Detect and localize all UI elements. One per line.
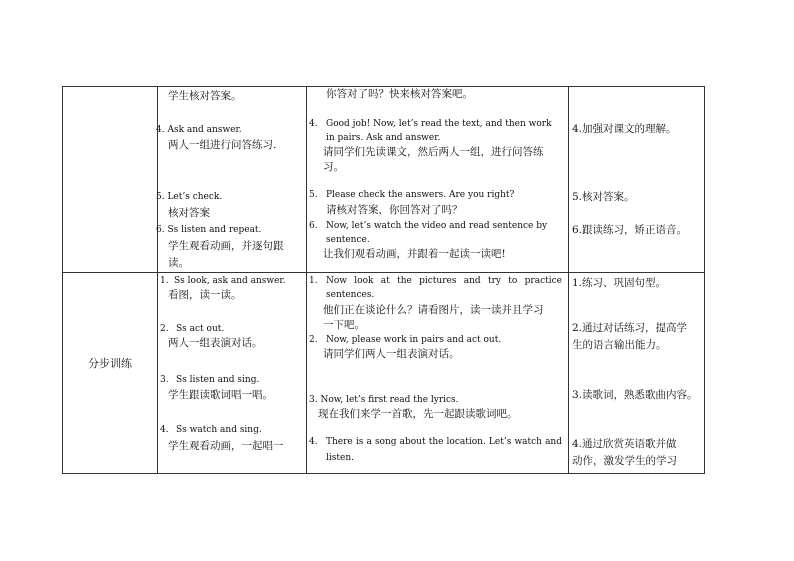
purpose-cell: [569, 87, 705, 273]
purpose-text: 1.练习、巩固句型。: [572, 277, 667, 289]
teacher-text: 5.: [309, 190, 318, 200]
student-text: 4. Ask and answer.: [156, 125, 242, 135]
student-activity-cell: [158, 87, 307, 273]
purpose-cell: [569, 273, 705, 474]
purpose-text: 生的语言输出能力。: [572, 339, 667, 351]
stage-label: 分步训练: [88, 357, 132, 370]
teacher-text: 3. Now, let’s first read the lyrics.: [309, 395, 459, 405]
purpose-text: 动作，激发学生的学习: [572, 455, 677, 467]
teacher-text: in pairs. Ask and answer.: [326, 133, 441, 143]
purpose-text: 5.核对答案。: [572, 191, 635, 203]
student-text: 6. Ss listen and repeat.: [156, 225, 262, 235]
student-text: Ss act out.: [176, 324, 225, 334]
student-text: 读。: [168, 257, 189, 269]
teacher-text: Now look at the pictures and try to practice: [326, 276, 562, 286]
teacher-text: 2.: [309, 335, 318, 345]
table-row: [63, 87, 705, 273]
student-text: 1.: [160, 276, 169, 286]
student-activity-cell: [158, 273, 307, 474]
lesson-plan-table: [62, 86, 705, 474]
student-text: 4.: [160, 425, 169, 435]
student-text: Ss watch and sing.: [176, 425, 262, 435]
teacher-text: sentence.: [326, 235, 370, 245]
student-text: 看图，读一读。: [168, 289, 242, 301]
purpose-text: 4.加强对课文的理解。: [572, 123, 677, 135]
teacher-text: Good job! Now, let’s read the text, and then work: [326, 119, 552, 129]
purpose-text: 4.通过欣赏英语歌并做: [572, 438, 677, 450]
teacher-text: 习。: [323, 161, 344, 173]
table-row: [63, 273, 705, 474]
student-text: 学生观看动画，一起唱一: [168, 440, 284, 452]
teacher-text: Now, please work in pairs and act out.: [326, 335, 502, 345]
student-text: Ss listen and sing.: [176, 375, 260, 385]
teacher-text: 6.: [309, 221, 318, 231]
student-text: 2.: [160, 324, 169, 334]
teacher-text: 一下吧。: [323, 319, 365, 331]
student-text: 学生观看动画，并逐句跟: [168, 240, 284, 252]
teacher-text: Please check the answers. Are you right?: [326, 190, 515, 200]
purpose-text: 3.读歌词，熟悉歌曲内容。: [572, 389, 698, 401]
stage-cell: [63, 87, 158, 273]
teacher-text: 4.: [309, 437, 318, 447]
student-text: Ss look, ask and answer.: [174, 276, 286, 286]
student-text: 5. Let’s check.: [156, 192, 223, 202]
stage-cell: [63, 273, 158, 474]
student-text: 学生核对答案。: [168, 90, 242, 102]
teacher-text: 1.: [309, 276, 318, 286]
student-text: 3.: [160, 375, 169, 385]
teacher-text: sentences.: [326, 290, 375, 300]
student-text: 两人一组表演对话。: [168, 337, 263, 349]
student-text: 学生跟读歌词唱一唱。: [168, 389, 273, 401]
teacher-text: 让我们观看动画，并跟着一起读一读吧!: [323, 248, 506, 260]
student-text: 两人一组进行问答练习.: [168, 139, 277, 151]
teacher-text: 请核对答案，你回答对了吗？: [326, 204, 463, 216]
teacher-text: 请同学们先读课文，然后两人一组，进行问答练: [323, 146, 544, 158]
teacher-activity-cell: [307, 87, 569, 273]
student-text: 核对答案: [168, 207, 210, 219]
teacher-text: 4.: [309, 119, 318, 129]
teacher-text: 请同学们两人一组表演对话。: [323, 348, 460, 360]
teacher-text: There is a song about the location. Let’s watch and: [326, 437, 562, 447]
teacher-text: Now, let’s watch the video and read sentence by: [326, 221, 548, 231]
teacher-text: listen.: [326, 453, 354, 463]
teacher-activity-cell: [307, 273, 569, 474]
teacher-text: 他们正在谈论什么？请看图片，读一读并且学习: [323, 304, 544, 316]
purpose-text: 2.通过对话练习，提高学: [572, 322, 688, 334]
purpose-text: 6.跟读练习，矫正语音。: [572, 224, 688, 236]
teacher-text: 现在我们来学一首歌，先一起跟读歌词吧。: [318, 408, 518, 420]
teacher-text: 你答对了吗？快来核对答案吧。: [326, 88, 473, 100]
